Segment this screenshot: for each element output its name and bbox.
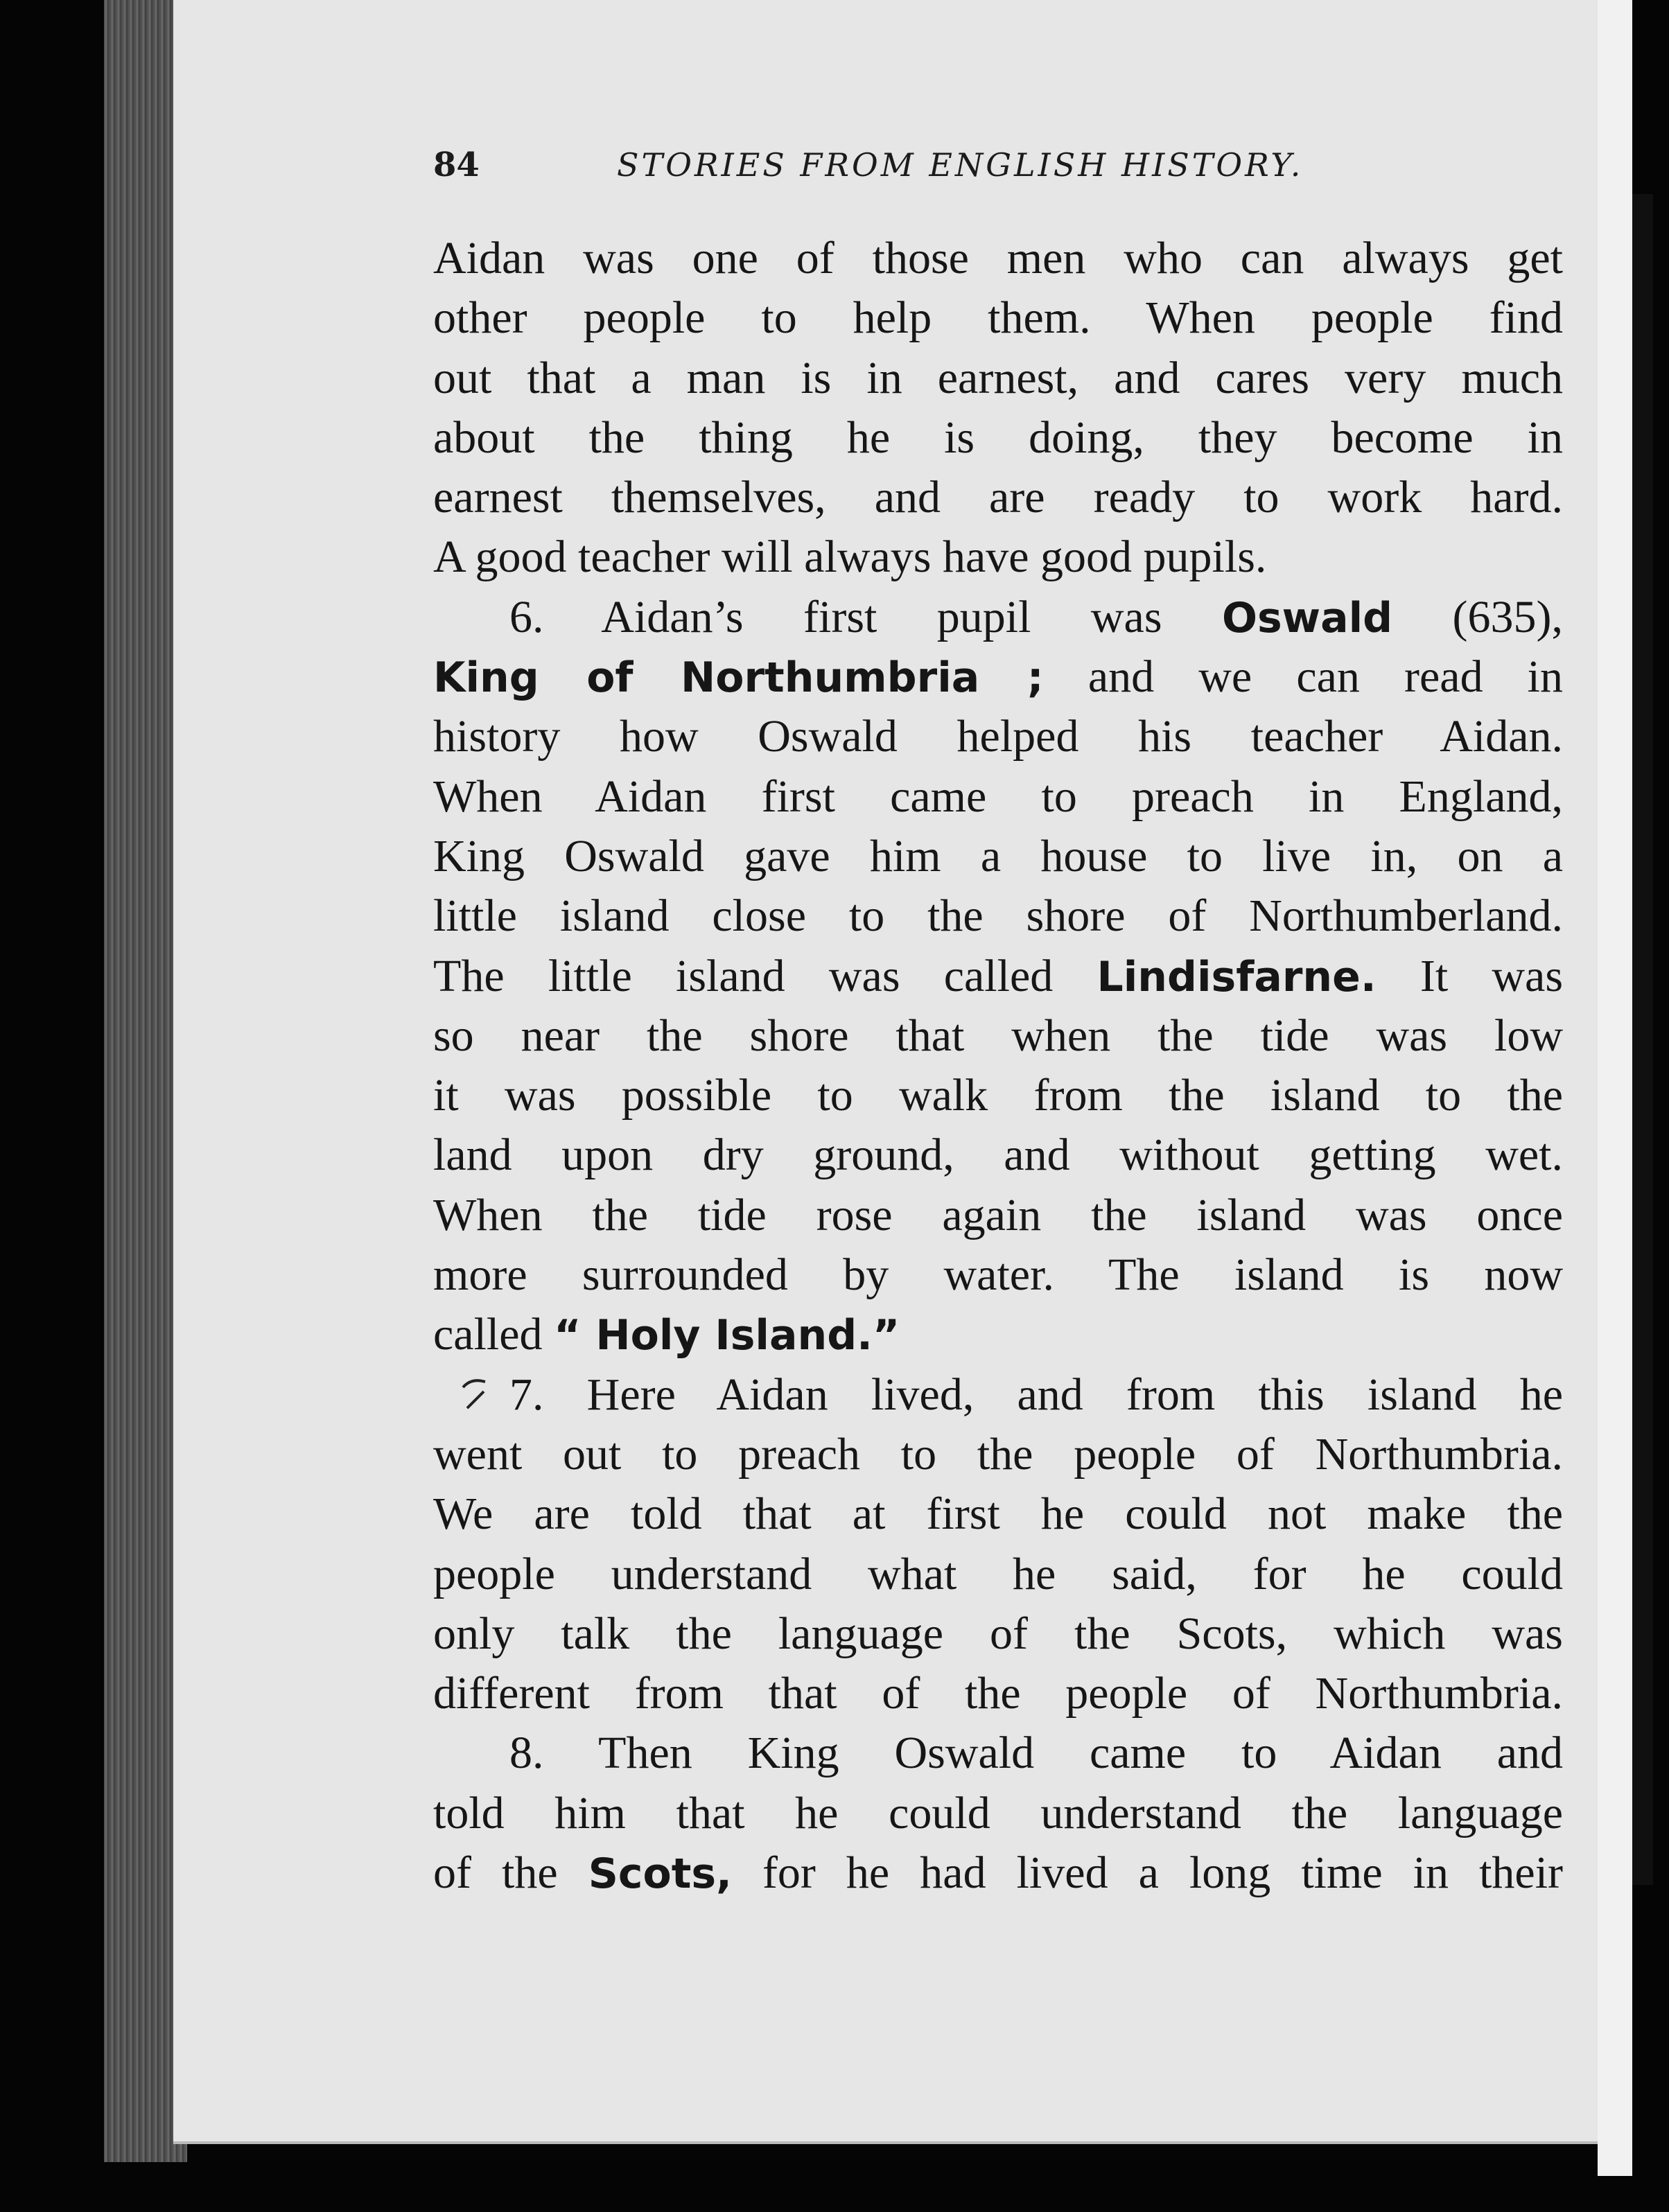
text-line: 8. Then King Oswald came to Aidan and	[509, 1728, 1563, 1779]
text-line	[433, 1305, 1563, 1364]
text-line: more surrounded by water. The island is now	[433, 1249, 1563, 1301]
text-line: people understand what he said, for he could	[433, 1548, 1563, 1599]
text-line: When the tide rose again the island was once	[433, 1189, 1563, 1240]
text-line: out that a man is in earnest, and cares very much	[433, 352, 1563, 403]
text-line	[433, 947, 1563, 1006]
bold-term-scots: Scots,	[588, 1850, 732, 1899]
text-fragment: called	[433, 1309, 543, 1360]
text-fragment: (635),	[1452, 591, 1564, 642]
text-line: only talk the language of the Scots, which was	[433, 1608, 1563, 1659]
text-line: 7. Here Aidan lived, and from this island he	[509, 1369, 1563, 1420]
text-line: went out to preach to the people of Northumbria.	[433, 1428, 1563, 1480]
text-fragment: It was	[1419, 950, 1564, 1001]
facing-page-edge	[1598, 0, 1632, 2176]
bold-term-holy-island: “ Holy Island.”	[554, 1311, 900, 1360]
text-line: little island close to the shore of Northumberland.	[433, 890, 1563, 942]
page-number: 84	[433, 146, 480, 184]
bold-term-lindisfarne: Lindisfarne.	[1096, 952, 1377, 1001]
text-line: different from that of the people of Northumbria.	[433, 1668, 1563, 1719]
text-line: Aidan was one of those men who can always get	[433, 233, 1563, 283]
text-line: so near the shore that when the tide was low	[433, 1010, 1563, 1061]
text-line: A good teacher will always have good pupils.	[433, 532, 1267, 583]
text-line: told him that he could understand the language	[433, 1787, 1563, 1838]
text-fragment: The little island was called	[433, 950, 1054, 1001]
bold-term-king-of-northumbria: King of Northumbria ;	[433, 653, 1044, 703]
text-line: other people to help them. When people find	[433, 292, 1563, 344]
text-fragment: and we can read in	[1087, 651, 1564, 703]
binding-shadow	[1632, 194, 1653, 1885]
running-head: STORIES FROM ENGLISH HISTORY.	[617, 146, 1304, 184]
text-fragment: of the	[433, 1847, 558, 1899]
bold-term-oswald: Oswald	[1221, 593, 1393, 642]
body-text	[433, 229, 1563, 1903]
text-line: earnest themselves, and are ready to work hard.	[433, 472, 1563, 523]
text-line: history how Oswald helped his teacher Aidan.	[433, 711, 1563, 762]
text-line	[433, 647, 1563, 707]
text-line: about the thing he is doing, they become in	[433, 412, 1563, 463]
text-line: land upon dry ground, and without getting wet.	[433, 1130, 1563, 1181]
text-line: We are told that at first he could not make the	[433, 1489, 1563, 1540]
text-line: When Aidan first came to preach in England,	[433, 771, 1563, 822]
text-fragment: 6. Aidan’s first pupil was	[509, 591, 1162, 642]
text-line	[433, 1843, 1563, 1903]
text-line: it was possible to walk from the island to the	[433, 1070, 1563, 1121]
text-line: King Oswald gave him a house to live in, on a	[433, 830, 1563, 881]
text-fragment: for he had lived a long time in their	[762, 1847, 1564, 1899]
text-line	[433, 588, 1563, 647]
